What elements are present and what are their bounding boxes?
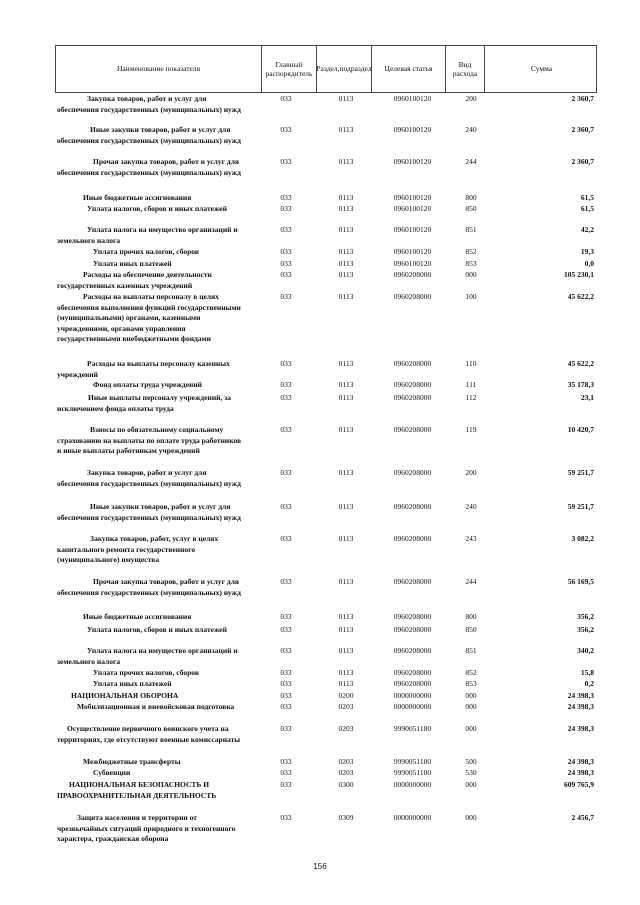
row-sum: 59 251,7 <box>567 468 594 477</box>
row-csr: 0000000000 <box>393 780 432 789</box>
row-name: Прочая закупка товаров, работ и услуг для обеспечения государственных (муниципальных) нужд <box>57 157 241 177</box>
row-csr: 0960208000 <box>393 393 432 402</box>
row-rzpr: 0113 <box>338 225 354 234</box>
row-vr: 850 <box>465 204 477 213</box>
row-csr: 0960208000 <box>393 270 432 279</box>
row-grbs: 033 <box>280 534 292 543</box>
row-grbs: 033 <box>280 679 292 688</box>
row-sum: 609 765,9 <box>564 780 594 789</box>
row-vr: 000 <box>465 270 477 279</box>
header-name: Наименование показателя <box>116 64 201 74</box>
row-name: Уплата налогов, сборов и иных платежей <box>87 204 227 213</box>
row-sum: 2 456,7 <box>571 813 594 822</box>
row-name: Иные закупки товаров, работ и услуг для обеспечения государственных (муниципальных) нужд <box>57 125 241 145</box>
row-name: Осуществление первичного воинского учета на территориях, где отсутствуют военные комиссариаты <box>57 724 241 744</box>
row-vr: 240 <box>465 125 477 134</box>
row-grbs: 033 <box>280 577 292 586</box>
row-grbs: 033 <box>280 380 292 389</box>
row-name: Уплата прочих налогов, сборов <box>93 668 199 677</box>
row-vr: 000 <box>465 813 477 822</box>
row-grbs: 033 <box>280 780 292 789</box>
row-grbs: 033 <box>280 768 292 777</box>
row-csr: 0000000000 <box>393 813 432 822</box>
row-csr: 0960208000 <box>393 625 432 634</box>
row-sum: 61,5 <box>580 204 594 213</box>
row-csr: 0960100120 <box>393 157 432 166</box>
row-name: Прочая закупка товаров, работ и услуг для обеспечения государственных (муниципальных) нужд <box>57 577 241 597</box>
row-sum: 340,2 <box>577 646 594 655</box>
row-rzpr: 0203 <box>338 768 354 777</box>
row-csr: 0960100120 <box>393 204 432 213</box>
row-vr: 800 <box>465 193 477 202</box>
row-rzpr: 0113 <box>338 502 354 511</box>
row-sum: 105 230,1 <box>564 270 594 279</box>
row-name: Иные закупки товаров, работ и услуг для обеспечения государственных (муниципальных) нужд <box>57 502 241 522</box>
row-csr: 9990051180 <box>393 757 432 766</box>
row-vr: 119 <box>465 425 477 434</box>
row-vr: 112 <box>465 393 477 402</box>
row-name: Иные выплаты персоналу учреждений, за исключением фонда оплаты труда <box>57 393 232 413</box>
header-vr: Вид расхода <box>445 46 484 92</box>
row-csr: 0960208000 <box>393 502 432 511</box>
row-grbs: 033 <box>280 625 292 634</box>
row-grbs: 033 <box>280 225 292 234</box>
row-name: Расходы на выплаты персоналу казенных учреждений <box>57 359 230 379</box>
row-sum: 24 398,3 <box>567 702 594 711</box>
row-sum: 35 178,3 <box>567 380 594 389</box>
row-rzpr: 0113 <box>338 668 354 677</box>
row-rzpr: 0113 <box>338 157 354 166</box>
row-rzpr: 0113 <box>338 679 354 688</box>
row-name: НАЦИОНАЛЬНАЯ БЕЗОПАСНОСТЬ И ПРАВООХРАНИТЕЛЬНАЯ ДЕЯТЕЛЬНОСТЬ <box>57 780 217 800</box>
row-name: Мобилизационная и вневойсковая подготовка <box>77 702 235 711</box>
row-vr: 200 <box>465 468 477 477</box>
row-csr: 0960208000 <box>393 425 432 434</box>
row-rzpr: 0203 <box>338 757 354 766</box>
header-sum: Сумма <box>484 46 598 92</box>
row-csr: 9990051180 <box>393 768 432 777</box>
row-name: Взносы по обязательному социальному страхованию на выплаты по оплате труда работников и иные выплаты работникам учреждений <box>57 425 242 455</box>
row-sum: 24 398,3 <box>567 724 594 733</box>
row-name: Фонд оплаты труда учреждений <box>93 380 202 389</box>
row-vr: 100 <box>465 292 477 301</box>
row-name: Закупка товаров, работ и услуг для обеспечения государственных (муниципальных) нужд <box>57 94 241 114</box>
row-grbs: 033 <box>280 193 292 202</box>
row-name: Иные бюджетные ассигнования <box>83 612 192 621</box>
row-csr: 0960100120 <box>393 94 432 103</box>
row-sum: 24 398,3 <box>567 757 594 766</box>
row-csr: 0960100120 <box>393 225 432 234</box>
row-vr: 530 <box>465 768 477 777</box>
row-sum: 45 622,2 <box>567 292 594 301</box>
row-sum: 2 360,7 <box>571 157 594 166</box>
row-sum: 0,2 <box>584 679 594 688</box>
row-name: Уплата иных платежей <box>93 259 172 268</box>
row-sum: 15,8 <box>580 668 594 677</box>
row-name: Уплата налога на имущество организаций и земельного налога <box>57 225 238 245</box>
row-csr: 0960208000 <box>393 612 432 621</box>
row-grbs: 033 <box>280 702 292 711</box>
row-sum: 2 360,7 <box>571 94 594 103</box>
row-grbs: 033 <box>280 204 292 213</box>
row-vr: 500 <box>465 757 477 766</box>
row-rzpr: 0113 <box>338 204 354 213</box>
row-vr: 240 <box>465 502 477 511</box>
row-name: Межбюджетные трансферты <box>83 757 181 766</box>
row-csr: 0960100120 <box>393 125 432 134</box>
row-name: Расходы на обеспечение деятельности государственных казенных учреждений <box>57 270 212 290</box>
row-vr: 851 <box>465 225 477 234</box>
row-rzpr: 0203 <box>338 702 354 711</box>
row-vr: 851 <box>465 646 477 655</box>
row-sum: 59 251,7 <box>567 502 594 511</box>
row-rzpr: 0113 <box>338 292 354 301</box>
row-vr: 853 <box>465 259 477 268</box>
row-vr: 852 <box>465 247 477 256</box>
row-sum: 356,2 <box>577 612 594 621</box>
row-csr: 0960100120 <box>393 259 432 268</box>
row-name: Закупка товаров, работ, услуг в целях капитального ремонта государственного (муниципального) имущества <box>57 534 219 564</box>
row-rzpr: 0113 <box>338 247 354 256</box>
row-rzpr: 0113 <box>338 646 354 655</box>
row-sum: 2 360,7 <box>571 125 594 134</box>
row-grbs: 033 <box>280 468 292 477</box>
row-vr: 850 <box>465 625 477 634</box>
row-name: НАЦИОНАЛЬНАЯ ОБОРОНА <box>71 691 179 700</box>
row-rzpr: 0113 <box>338 625 354 634</box>
row-grbs: 033 <box>280 646 292 655</box>
row-sum: 356,2 <box>577 625 594 634</box>
row-vr: 243 <box>465 534 477 543</box>
row-name: Уплата налога на имущество организаций и земельного налога <box>57 646 238 666</box>
row-csr: 0960208000 <box>393 679 432 688</box>
row-sum: 19,3 <box>580 247 594 256</box>
row-vr: 000 <box>465 691 477 700</box>
row-sum: 24 398,3 <box>567 768 594 777</box>
page-number: 156 <box>313 862 327 871</box>
row-grbs: 033 <box>280 502 292 511</box>
row-sum: 45 622,2 <box>567 359 594 368</box>
row-vr: 800 <box>465 612 477 621</box>
row-rzpr: 0113 <box>338 359 354 368</box>
row-grbs: 033 <box>280 393 292 402</box>
row-grbs: 033 <box>280 259 292 268</box>
row-vr: 000 <box>465 724 477 733</box>
row-rzpr: 0113 <box>338 425 354 434</box>
row-rzpr: 0113 <box>338 468 354 477</box>
row-grbs: 033 <box>280 813 292 822</box>
row-csr: 0960100120 <box>393 247 432 256</box>
row-rzpr: 0113 <box>338 193 354 202</box>
row-sum: 10 420,7 <box>567 425 594 434</box>
row-grbs: 033 <box>280 247 292 256</box>
row-csr: 0000000000 <box>393 691 432 700</box>
row-vr: 000 <box>465 702 477 711</box>
row-rzpr: 0113 <box>338 94 354 103</box>
row-rzpr: 0113 <box>338 534 354 543</box>
row-csr: 0960208000 <box>393 292 432 301</box>
row-csr: 0960208000 <box>393 668 432 677</box>
row-csr: 0960208000 <box>393 468 432 477</box>
row-grbs: 033 <box>280 292 292 301</box>
row-grbs: 033 <box>280 724 292 733</box>
header-csr: Целевая статья <box>371 46 445 92</box>
row-vr: 244 <box>465 577 477 586</box>
row-csr: 9990051180 <box>393 724 432 733</box>
row-grbs: 033 <box>280 359 292 368</box>
row-rzpr: 0300 <box>338 780 354 789</box>
row-vr: 852 <box>465 668 477 677</box>
row-grbs: 033 <box>280 94 292 103</box>
row-sum: 3 082,2 <box>571 534 594 543</box>
row-rzpr: 0113 <box>338 393 354 402</box>
row-vr: 853 <box>465 679 477 688</box>
row-grbs: 033 <box>280 691 292 700</box>
row-grbs: 033 <box>280 270 292 279</box>
row-vr: 111 <box>465 380 477 389</box>
row-name: Расходы на выплаты персоналу в целях обеспечения выполнения функций государственными (муниципальными) органами, казенными учреждениями, органами управления государственными внебюджетными фондами <box>57 292 241 343</box>
row-sum: 0,0 <box>584 259 594 268</box>
row-grbs: 033 <box>280 125 292 134</box>
header-grbs: Главный распорядитель <box>261 46 316 92</box>
row-rzpr: 0309 <box>338 813 354 822</box>
row-csr: 0960208000 <box>393 380 432 389</box>
row-csr: 0960208000 <box>393 577 432 586</box>
row-rzpr: 0200 <box>338 691 354 700</box>
row-csr: 0000000000 <box>393 702 432 711</box>
row-csr: 0960208000 <box>393 359 432 368</box>
row-name: Уплата иных платежей <box>93 679 172 688</box>
row-csr: 0960208000 <box>393 534 432 543</box>
row-name: Уплата налогов, сборов и иных платежей <box>87 625 227 634</box>
row-rzpr: 0113 <box>338 270 354 279</box>
row-rzpr: 0113 <box>338 125 354 134</box>
row-rzpr: 0113 <box>338 259 354 268</box>
row-sum: 42,2 <box>580 225 594 234</box>
row-vr: 200 <box>465 94 477 103</box>
row-rzpr: 0113 <box>338 612 354 621</box>
row-rzpr: 0113 <box>338 577 354 586</box>
row-sum: 24 398,3 <box>567 691 594 700</box>
row-grbs: 033 <box>280 612 292 621</box>
row-name: Уплата прочих налогов, сборов <box>93 247 199 256</box>
row-csr: 0960100120 <box>393 193 432 202</box>
row-vr: 000 <box>465 780 477 789</box>
header-rzpr: Раздел,подраздел <box>316 46 371 92</box>
row-grbs: 033 <box>280 668 292 677</box>
row-sum: 61,5 <box>580 193 594 202</box>
row-rzpr: 0203 <box>338 724 354 733</box>
row-vr: 244 <box>465 157 477 166</box>
row-name: Закупка товаров, работ и услуг для обеспечения государственных (муниципальных) нужд <box>57 468 241 488</box>
row-name: Защита населения и территории от чрезвычайных ситуаций природного и техногенного характера, гражданская оборона <box>57 813 236 843</box>
row-grbs: 033 <box>280 425 292 434</box>
row-grbs: 033 <box>280 157 292 166</box>
row-rzpr: 0113 <box>338 380 354 389</box>
row-name: Иные бюджетные ассигнования <box>83 193 192 202</box>
row-sum: 56 169,5 <box>567 577 594 586</box>
row-sum: 23,1 <box>580 393 594 402</box>
row-name: Субвенции <box>93 768 131 777</box>
row-vr: 110 <box>465 359 477 368</box>
row-csr: 0960208000 <box>393 646 432 655</box>
row-grbs: 033 <box>280 757 292 766</box>
